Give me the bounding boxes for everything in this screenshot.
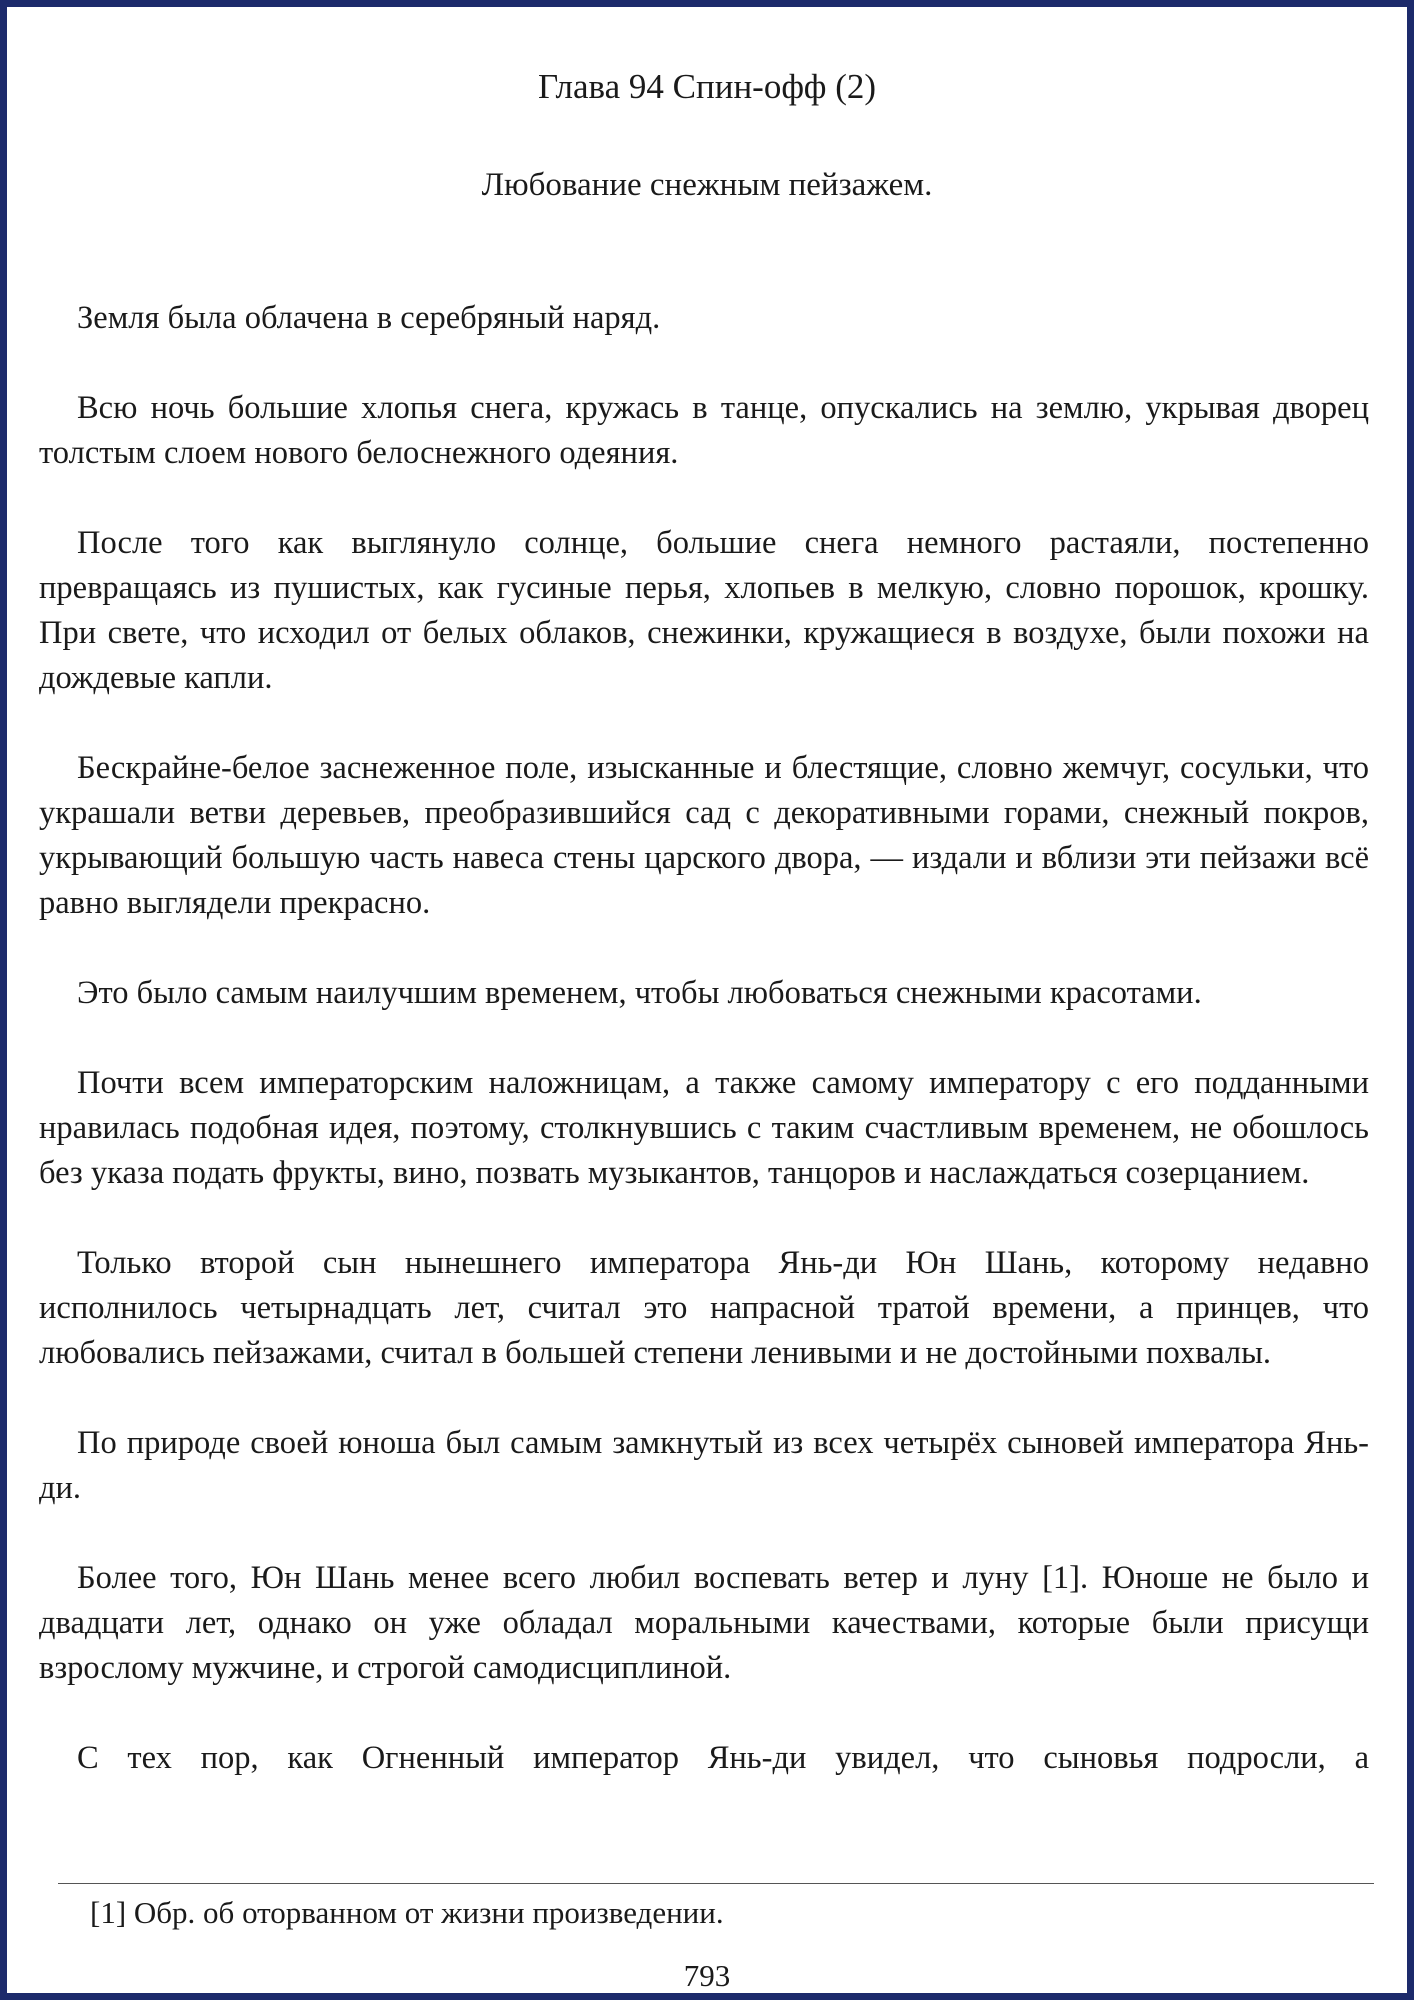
paragraph: Почти всем императорским наложницам, а также самому императору с его подданными нравилась подобная идея, поэтому, столкнувшись с таким счастливым временем, не обошлось без указа подать фрукты, вино, позвать музыкантов, танцоров и наслаждаться созерцанием. [39, 1065, 1369, 1191]
paragraph: Всю ночь большие хлопья снега, кружась в танце, опускались на землю, укрывая дворец толстым слоем нового белоснежного одеяния. [39, 390, 1369, 471]
body-text [39, 296, 1369, 1781]
paragraph: После того как выглянуло солнце, большие снега немного растаяли, постепенно превращаясь из пушистых, как гусиные перья, хлопьев в мелкую, словно порошок, крошку. При свете, что исходил от белых облаков, снежинки, кружащиеся в воздухе, были похожи на дождевые капли. [39, 525, 1369, 696]
footnote: [1] Обр. об оторванном от жизни произведении. [90, 1895, 724, 1930]
paragraph: По природе своей юноша был самым замкнутый из всех четырёх сыновей императора Янь-ди. [39, 1425, 1369, 1506]
chapter-subtitle: Любование снежным пейзажем. [481, 167, 933, 203]
paragraph: С тех пор, как Огненный император Янь-ди увидел, что сыновья подросли, а [77, 1740, 1369, 1776]
paragraph: Земля была облачена в серебряный наряд. [77, 300, 661, 336]
paragraph: Только второй сын нынешнего императора Янь-ди Юн Шань, которому недавно исполнилось четырнадцать лет, считал это напрасной тратой времени, а принцев, что любовались пейзажами, считал в большей степени ленивыми и не достойными похвалы. [39, 1245, 1369, 1371]
paragraph: Это было самым наилучшим временем, чтобы любоваться снежными красотами. [77, 975, 1202, 1011]
paragraph: Более того, Юн Шань менее всего любил воспевать ветер и луну [1]. Юноше не было и двадцати лет, однако он уже обладал моральными качествами, которые были присущи взрослому мужчине, и строгой самодисциплиной. [39, 1560, 1369, 1686]
chapter-title: Глава 94 Спин-офф (2) [537, 67, 877, 106]
page-number: 793 [683, 1958, 731, 1993]
footnote-divider [58, 1883, 1374, 1884]
paragraph: Бескрайне-белое заснеженное поле, изысканные и блестящие, словно жемчуг, сосульки, что украшали ветви деревьев, преобразившийся сад с декоративными горами, снежный покров, укрывающий большую часть навеса стены царского двора, — издали и вблизи эти пейзажи всё равно выглядели прекрасно. [39, 750, 1369, 921]
